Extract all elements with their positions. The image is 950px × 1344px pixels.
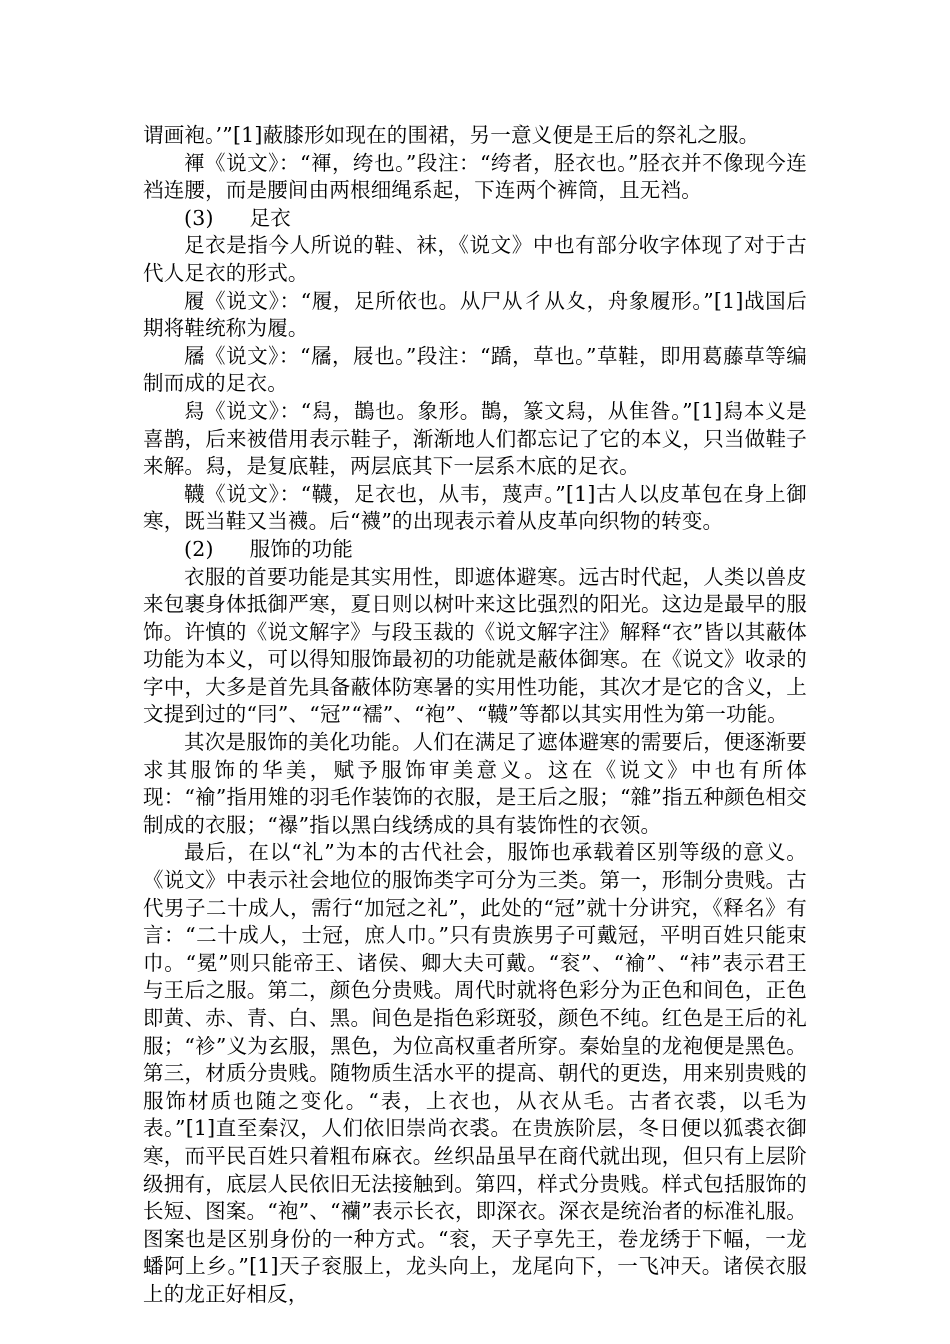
section-title: 服饰的功能 (249, 536, 354, 561)
paragraph-practical-function: 衣服的首要功能是其实用性，即遮体避寒。远古时代起，人类以兽皮来包裹身体抵御严寒，夏日则以树叶来这比强烈的阳光。这边是最早的服饰。许慎的《说文解字》与段玉裁的《说文解字注》解释“衣”皆以其蔽体功能为本义，可以得知服饰最初的功能就是蔽体御寒。在《说文》收录的字中，大多是首先具备蔽体防寒暑的实用性功能，其次才是它的含义，上文提到过的“冃”、“冠”“襦”、“袍”、“韈”等都以其实用性为第一功能。 (143, 564, 807, 727)
paragraph-zuyi-intro: 足衣是指今人所说的鞋、袜，《说文》中也有部分收字体现了对于古代人足衣的形式。 (143, 233, 807, 285)
paragraph-lv: 履《说文》：“履，足所依也。从尸从彳从夊，舟象履形。”[1]战国后期将鞋统称为履。 (143, 288, 807, 341)
paragraph-aesthetic-function: 其次是服饰的美化功能。人们在满足了遮体避寒的需要后，便逐渐要求其服饰的华美，赋予服饰审美意义。这在《说文》中也有所体现：“褕”指用雉的羽毛作装饰的衣服，是王后之服；“雜”指五种颜色相交制成的衣服；“襮”指以黑白线绣成的具有装饰性的衣领。 (143, 730, 807, 837)
paragraph-xi: 舄《说文》：“舄，鵲也。象形。鵲，篆文舄，从隹昝。”[1]舄本义是喜鹊，后来被借用表示鞋子，渐渐地人们都忘记了它的本义，只当做鞋子来解。舄，是复底鞋，两层底其下一层系木底的足衣。 (143, 398, 807, 479)
paragraph-wa: 韈《说文》：“韈，足衣也，从韦，蔑声。”[1]古人以皮革包在身上御寒，既当鞋又当襪。后“襪”的出现表示着从皮革向织物的转变。 (143, 481, 807, 534)
paragraph-continuation: 谓画袍。’”[1]蔽膝形如现在的围裙，另一意义便是王后的祭礼之服。 (143, 123, 760, 147)
paragraph-kun: 褌《说文》：“褌，绔也。”段注：“绔者，胫衣也。”胫衣并不像现今连裆连腰，而是腰间由两根细绳系起，下连两个裤筒，且无裆。 (143, 150, 807, 203)
section-heading-zuyi (143, 205, 807, 233)
document-page (143, 122, 807, 1309)
section-title: 足衣 (249, 205, 291, 230)
paragraph-hierarchy-function: 最后，在以“礼”为本的古代社会，服饰也承载着区别等级的意义。《说文》中表示社会地位的服饰类字可分为三类。第一，形制分贵贱。古代男子二十成人，需行“加冠之礼”，此处的“冠”就十分讲究，《释名》有言：“二十成人，士冠，庶人巾。”只有贵族男子可戴冠，平明百姓只能束巾。“冕”则只能帝王、诸侯、卿大夫可戴。“衮”、“褕”、“袆”表示君王与王后之服。第二，颜色分贵贱。周代时就将色彩分为正色和间色，正色即黄、赤、青、白、黑。间色是指色彩斑驳，颜色不纯。红色是王后的礼服；“袗”义为玄服，黑色，为位高权重者所穿。秦始皇的龙袍便是黑色。第三，材质分贵贱。随物质生活水平的提高、朝代的更迭，用来别贵贱的服饰材质也随之变化。“表，上衣也，从衣从毛。古者衣裘，以毛为表。”[1]直至秦汉，人们依旧崇尚衣裘。在贵族阶层，冬日便以狐裘衣御寒，而平民百姓只着粗布麻衣。丝织品虽早在商代就出现，但只有上层阶级拥有，底层人民依旧无法接触到。第四，样式分贵贱。样式包括服饰的长短、图案。“袍”、“襽”表示长衣，即深衣。深衣是统治者的标准礼服。图案也是区别身份的一种方式。“衮，天子享先王，卷龙绣于下幅，一龙蟠阿上乡。”[1]天子衮服上，龙头向上，龙尾向下，一飞冲天。诸侯衣服上的龙正好相反， (143, 840, 807, 1306)
paragraph-jue: 屩《说文》：“屩，屐也。”段注：“蹻，草也。”草鞋，即用葛藤草等编制而成的足衣。 (143, 343, 807, 396)
section-number: (3) (184, 205, 214, 230)
section-heading-function (143, 536, 807, 564)
section-number: (2) (184, 536, 214, 561)
